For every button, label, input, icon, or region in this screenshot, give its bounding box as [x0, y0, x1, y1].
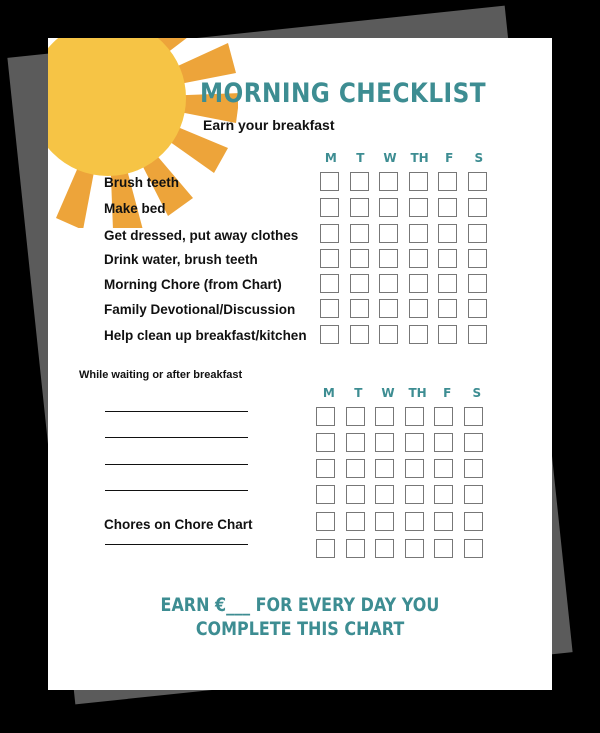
- footer-line-2-text: COMPLETE THIS CHART: [195, 618, 405, 640]
- grid1-day-4: F: [445, 151, 454, 165]
- checkbox[interactable]: [405, 433, 424, 452]
- checkbox[interactable]: [379, 224, 398, 243]
- checkbox[interactable]: [320, 249, 339, 268]
- task-label: Help clean up breakfast/kitchen: [104, 328, 307, 343]
- checkbox[interactable]: [468, 224, 487, 243]
- checkbox[interactable]: [379, 198, 398, 217]
- checkbox[interactable]: [316, 433, 335, 452]
- checkbox[interactable]: [405, 485, 424, 504]
- footer-line-1-text: EARN €___ FOR EVERY DAY YOU: [160, 594, 440, 616]
- checkbox[interactable]: [434, 433, 453, 452]
- checkbox[interactable]: [438, 274, 457, 293]
- checkbox[interactable]: [438, 172, 457, 191]
- checkbox[interactable]: [468, 172, 487, 191]
- checkbox[interactable]: [438, 299, 457, 318]
- task-label: Drink water, brush teeth: [104, 252, 258, 267]
- checkbox[interactable]: [320, 299, 339, 318]
- checkbox[interactable]: [350, 224, 369, 243]
- checkbox[interactable]: [346, 459, 365, 478]
- task-label: Get dressed, put away clothes: [104, 228, 299, 243]
- checkbox[interactable]: [409, 325, 428, 344]
- page-title: MORNING CHECKLIST: [200, 78, 487, 109]
- checkbox[interactable]: [316, 485, 335, 504]
- blank-line-4[interactable]: [105, 490, 248, 491]
- checkbox[interactable]: [409, 299, 428, 318]
- checkbox[interactable]: [464, 485, 483, 504]
- checkbox[interactable]: [434, 539, 453, 558]
- checkbox[interactable]: [409, 172, 428, 191]
- checkbox[interactable]: [405, 512, 424, 531]
- blank-line-5[interactable]: [105, 544, 248, 545]
- grid1-day-3: TH: [410, 151, 429, 165]
- checkbox[interactable]: [464, 407, 483, 426]
- checkbox[interactable]: [375, 407, 394, 426]
- checkbox[interactable]: [375, 485, 394, 504]
- checkbox[interactable]: [375, 459, 394, 478]
- section-note: While waiting or after breakfast: [79, 369, 243, 381]
- footer-line-1: [48, 594, 552, 616]
- checkbox[interactable]: [464, 433, 483, 452]
- checkbox[interactable]: [409, 224, 428, 243]
- checkbox[interactable]: [468, 325, 487, 344]
- checkbox[interactable]: [379, 299, 398, 318]
- checkbox[interactable]: [468, 249, 487, 268]
- checkbox[interactable]: [434, 407, 453, 426]
- blank-line-3[interactable]: [105, 464, 248, 465]
- blank-line-1[interactable]: [105, 411, 248, 412]
- checkbox[interactable]: [346, 512, 365, 531]
- sun-icon: [48, 38, 238, 228]
- grid2-day-3: TH: [408, 386, 427, 400]
- checkbox[interactable]: [405, 407, 424, 426]
- checkbox[interactable]: [320, 172, 339, 191]
- checkbox[interactable]: [468, 274, 487, 293]
- footer-line-2: [48, 618, 552, 640]
- checkbox[interactable]: [434, 459, 453, 478]
- task-label: Brush teeth: [104, 175, 180, 190]
- checkbox[interactable]: [438, 325, 457, 344]
- task-label: Family Devotional/Discussion: [104, 302, 296, 317]
- checkbox[interactable]: [350, 249, 369, 268]
- checkbox[interactable]: [375, 539, 394, 558]
- page-subtitle: Earn your breakfast: [203, 117, 335, 133]
- checkbox[interactable]: [409, 249, 428, 268]
- checkbox[interactable]: [375, 512, 394, 531]
- chores-on-chart-label: Chores on Chore Chart: [104, 517, 253, 532]
- checkbox[interactable]: [346, 433, 365, 452]
- checkbox[interactable]: [316, 512, 335, 531]
- checkbox[interactable]: [350, 172, 369, 191]
- checkbox[interactable]: [320, 198, 339, 217]
- checkbox[interactable]: [375, 433, 394, 452]
- checkbox[interactable]: [350, 274, 369, 293]
- checkbox[interactable]: [350, 299, 369, 318]
- checkbox[interactable]: [350, 325, 369, 344]
- checkbox[interactable]: [464, 459, 483, 478]
- checkbox[interactable]: [434, 485, 453, 504]
- checkbox[interactable]: [379, 325, 398, 344]
- grid1-day-1: T: [356, 151, 365, 165]
- checkbox[interactable]: [320, 325, 339, 344]
- weekday-header-2: [314, 386, 492, 400]
- checkbox[interactable]: [316, 459, 335, 478]
- checkbox[interactable]: [468, 299, 487, 318]
- checkbox[interactable]: [409, 198, 428, 217]
- checkbox[interactable]: [405, 459, 424, 478]
- weekday-header-1: [316, 151, 494, 165]
- checkbox[interactable]: [464, 512, 483, 531]
- grid2-day-4: F: [443, 386, 452, 400]
- grid2-day-0: M: [322, 386, 335, 400]
- checkbox[interactable]: [346, 539, 365, 558]
- checkbox[interactable]: [379, 249, 398, 268]
- checkbox[interactable]: [320, 224, 339, 243]
- checkbox[interactable]: [438, 224, 457, 243]
- checkbox[interactable]: [438, 198, 457, 217]
- checkbox[interactable]: [438, 249, 457, 268]
- task-label: Morning Chore (from Chart): [104, 277, 282, 292]
- checkbox[interactable]: [316, 539, 335, 558]
- checkbox[interactable]: [379, 274, 398, 293]
- checkbox[interactable]: [379, 172, 398, 191]
- checkbox[interactable]: [434, 512, 453, 531]
- checkbox[interactable]: [350, 198, 369, 217]
- task-label: Make bed: [104, 201, 166, 216]
- checklist-page: [48, 38, 552, 690]
- grid1-day-2: W: [383, 151, 397, 165]
- checkbox[interactable]: [346, 485, 365, 504]
- grid2-day-2: W: [381, 386, 395, 400]
- blank-line-2[interactable]: [105, 437, 248, 438]
- checkbox[interactable]: [316, 407, 335, 426]
- grid1-day-0: M: [324, 151, 337, 165]
- checkbox[interactable]: [409, 274, 428, 293]
- grid2-day-1: T: [354, 386, 363, 400]
- checkbox[interactable]: [464, 539, 483, 558]
- grid1-day-5: S: [474, 151, 484, 165]
- grid2-day-5: S: [472, 386, 482, 400]
- checkbox[interactable]: [346, 407, 365, 426]
- checkbox[interactable]: [468, 198, 487, 217]
- checkbox[interactable]: [405, 539, 424, 558]
- checkbox[interactable]: [320, 274, 339, 293]
